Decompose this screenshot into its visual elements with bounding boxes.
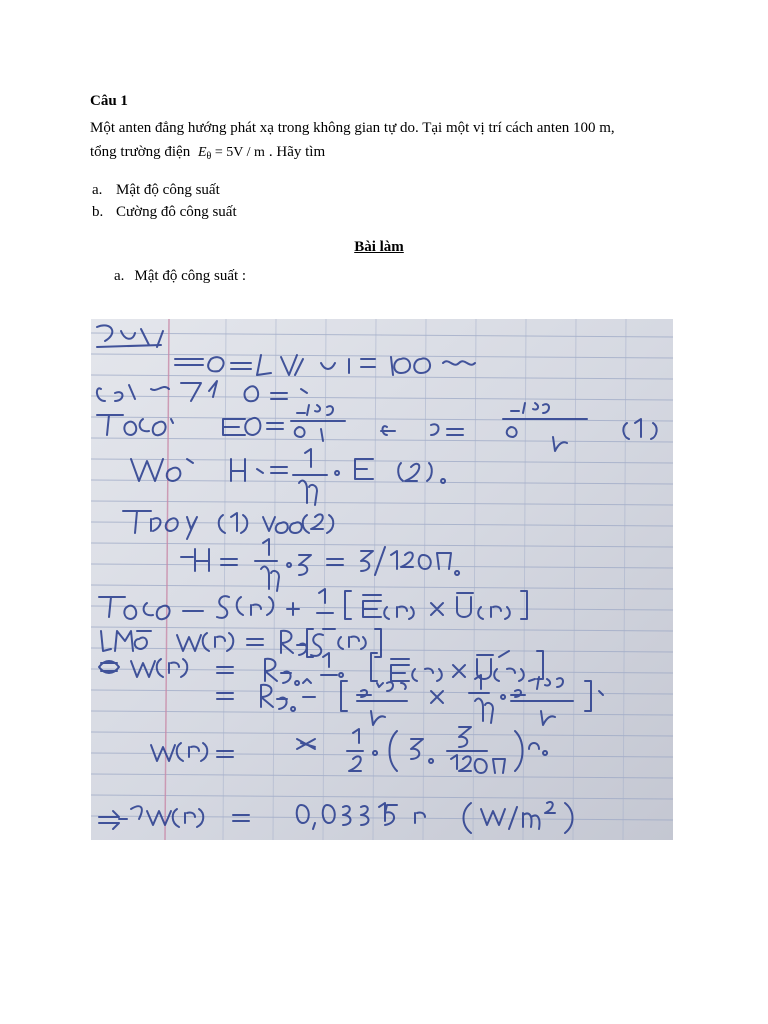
question-line-2 (90, 140, 690, 169)
question-text (90, 116, 690, 169)
handwritten-notes-photo (91, 319, 673, 840)
question-line-1: Một anten đẳng hướng phát xạ trong không gian tự do. Tại một vị trí cách anten 100 m, (90, 120, 615, 136)
solution-item-a (114, 268, 246, 285)
question-title: Câu 1 (90, 93, 128, 109)
option-a-letter: a. (92, 182, 103, 198)
formula-subscript: θ (206, 151, 212, 162)
notebook-paper-image (91, 319, 673, 840)
option-b-text: Cường đô công suất (116, 204, 237, 220)
formula-rhs: = 5V / m (214, 145, 265, 160)
question-line-2-suffix: . Hãy tìm (268, 144, 326, 160)
question-line-2-prefix: tổng trường điện (90, 144, 191, 160)
option-list (92, 179, 237, 223)
option-b-letter: b. (92, 204, 104, 220)
field-formula (198, 145, 265, 160)
formula-symbol: E (197, 145, 207, 160)
solution-title: Bài làm (354, 239, 404, 255)
option-a-text: Mật độ công suất (116, 182, 220, 198)
solution-item-letter: a. (114, 268, 125, 284)
option-a (92, 179, 237, 201)
solution-item-text: Mật độ công suất : (134, 268, 247, 284)
option-b (92, 201, 237, 223)
